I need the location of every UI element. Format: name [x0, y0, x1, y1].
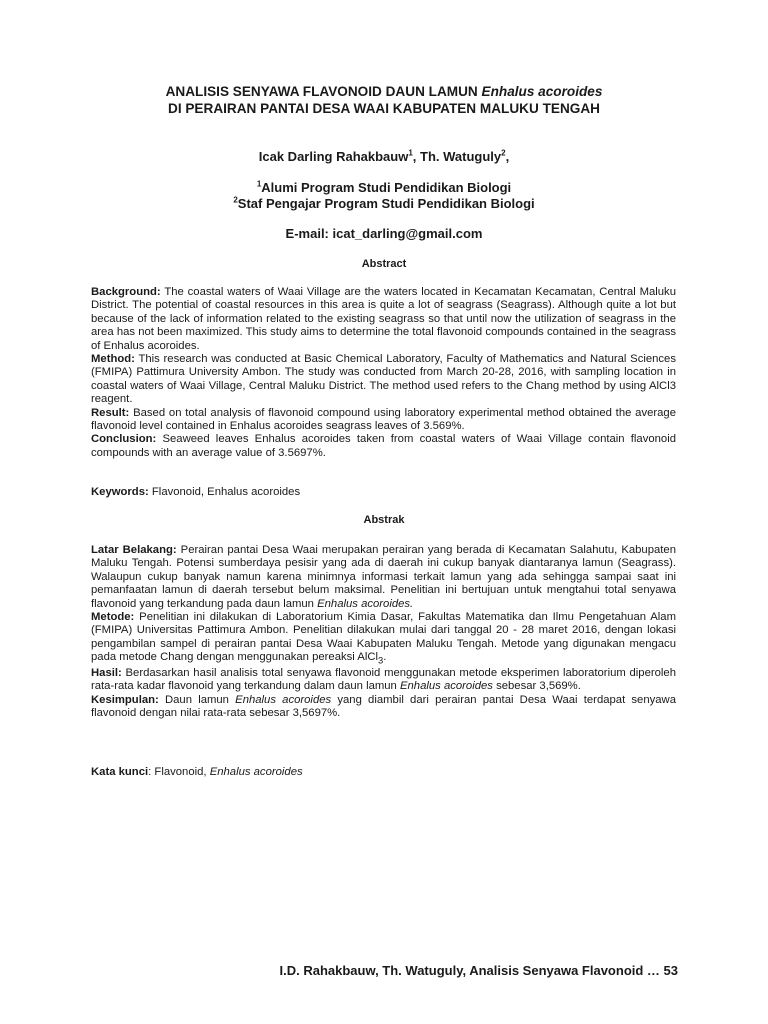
contact-email: E-mail: icat_darling@gmail.com	[285, 226, 483, 241]
author-end: ,	[505, 149, 510, 164]
abstract-background	[91, 286, 676, 353]
abstrak-heading: Abstrak	[363, 514, 405, 526]
metode-text: Penelitian ini dilakukan di Laboratorium Kimia Dasar, Fakultas Matematika dan Ilmu Pengetahuan Alam (FMIPA) Universitas Pattimura Ambon. Penelitian dilakukan mulai dari tanggal 20 - 28 maret 2016, dengan lokasi pengambilan sampel di perairan pantai Desa Waai Kabupaten Maluku Tengah. Metode yang digunakan mengacu pada metode Chang dengan menggunakan pereaksi AlCl	[91, 611, 676, 664]
title-line1: ANALISIS SENYAWA FLAVONOID DAUN LAMUN	[165, 84, 478, 99]
kata-kunci-species: Enhalus acoroides	[209, 766, 303, 778]
author-2: Th. Watuguly	[420, 149, 502, 164]
kesimpulan-label: Kesimpulan:	[91, 693, 159, 706]
kesimpulan-species: Enhalus acoroides	[235, 693, 332, 706]
abstrak-latar	[91, 544, 676, 611]
conclusion-text: Seaweed leaves Enhalus acoroides taken from coastal waters of Waai Village contain flavonoid compounds with an average value of 3.5697%.	[91, 433, 676, 459]
title-species: Enhalus acoroides	[481, 84, 603, 99]
hasil-text: Berdasarkan hasil analisis total senyawa flavonoid menggunakan metode eksperimen laboratorium diperoleh rata-rata kadar flavonoid yang terkandung dalam daun lamun	[91, 666, 676, 693]
hasil-end: sebesar 3,569%.	[492, 680, 581, 693]
author-1-sup: 1	[408, 148, 413, 158]
metode-subscript: 3	[378, 654, 384, 666]
result-text: Based on total analysis of flavonoid compound using laboratory experimental method obtained the average flavonoid level contained in Enhalus acoroides seagrass leaves of 3.569%.	[91, 406, 676, 433]
affiliation-2-text: Staf Pengajar Program Studi Pendidikan Biologi	[237, 196, 535, 211]
latar-label: Latar Belakang:	[91, 544, 177, 556]
background-text: The coastal waters of Waai Village are the waters located in Kecamatan Kecamatan, Central Maluku District. The potential of coastal resources in this area is quite a lot of seagrass (Seagrass). Although quite a lot but because of the lack of information related to the existing seagrass so that until now the utilization of seagrass in the area has not been maximized. This study aims to determine the total flavonoid compounds contained in the seagrass of Enhalus acoroides.	[91, 286, 676, 352]
affiliation-2	[60, 196, 708, 212]
abstrak-body	[91, 544, 676, 721]
affiliation-1-sup: 1	[256, 179, 262, 189]
kata-kunci-label: Kata kunci	[91, 766, 149, 778]
title-line2: DI PERAIRAN PANTAI DESA WAAI KABUPATEN MALUKU TENGAH	[168, 101, 600, 116]
latar-species: Enhalus acoroides.	[317, 597, 414, 610]
keywords-text: Flavonoid, Enhalus acoroides	[148, 486, 301, 498]
latar-text: Perairan pantai Desa Waai merupakan perairan yang berada di Kecamatan Salahutu, Kabupaten Maluku Tengah. Potensi sumberdaya pesisir yang ada di daerah ini cukup banyak diantaranya lamun (Seagrass). Walaupun cukup banyak namun karena minimnya informasi terkait lamun yang ada sehingga sampai saat ini pemanfaatan lamun di daerah tersebut belum maksimal. Penelitian ini bertujuan untuk mengtahui total senyawa flavonoid yang terkandung pada daun lamun	[91, 544, 676, 610]
metode-label: Metode:	[91, 611, 135, 624]
hasil-species: Enhalus acoroides	[399, 680, 493, 693]
paper-title	[60, 83, 708, 117]
abstract-body	[91, 286, 676, 460]
author-2-sup: 2	[501, 148, 506, 158]
metode-end: .	[383, 651, 387, 664]
abstract-method	[91, 353, 676, 407]
hasil-label: Hasil:	[91, 666, 122, 679]
affiliation-1	[60, 180, 708, 196]
method-text: This research was conducted at Basic Chemical Laboratory, Faculty of Mathematics and Natural Sciences (FMIPA) Pattimura University Ambon. The study was conducted from March 20-28, 2016, with sampling location in coastal waters of Waai Village, Central Maluku District. The method used refers to the Chang method by using AlCl3 reagent.	[91, 353, 676, 406]
affiliation-2-sup: 2	[233, 195, 238, 205]
background-label: Background:	[91, 286, 161, 298]
author-list	[60, 149, 708, 164]
kata-kunci-text: : Flavonoid,	[148, 766, 210, 778]
conclusion-label: Conclusion:	[91, 433, 157, 446]
page-footer: I.D. Rahakbauw, Th. Watuguly, Analisis Senyawa Flavonoid … 53	[279, 963, 678, 978]
abstract-keywords	[91, 486, 676, 499]
abstract-result	[91, 407, 676, 434]
abstrak-hasil	[91, 667, 676, 694]
abstrak-kesimpulan	[91, 694, 676, 721]
author-1: Icak Darling Rahakbauw	[258, 149, 409, 164]
method-label: Method:	[91, 353, 135, 366]
result-label: Result:	[91, 406, 130, 419]
abstrak-keywords	[91, 766, 676, 779]
keywords-label: Keywords:	[91, 486, 149, 498]
author-separator: ,	[412, 149, 421, 164]
abstrak-metode	[91, 611, 676, 667]
affiliation-1-text: Alumi Program Studi Pendidikan Biologi	[261, 180, 512, 195]
kesimpulan-text-2: yang diambil dari perairan pantai Desa Waai terdapat senyawa flavonoid dengan nilai rata-rata sebesar 3,5697%.	[91, 693, 676, 720]
abstract-conclusion	[91, 433, 676, 460]
abstract-heading: Abstract	[361, 258, 407, 270]
kesimpulan-text-1: Daun lamun	[158, 693, 236, 706]
affiliations	[60, 180, 708, 212]
